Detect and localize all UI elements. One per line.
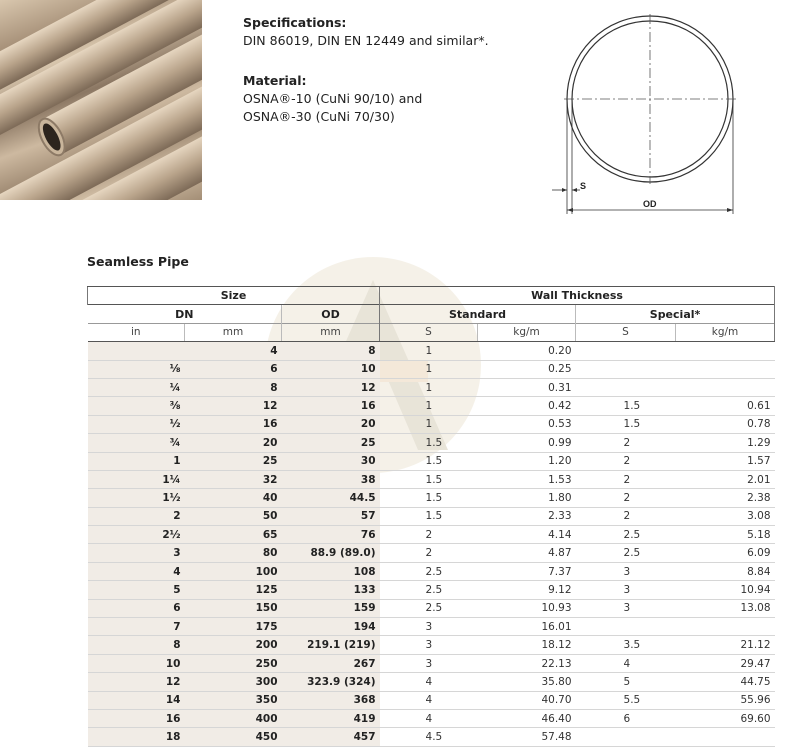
table-cell-kg: 10.93 [478, 599, 576, 617]
table-cell-skg [676, 378, 775, 396]
table-cell-mm: 8 [185, 378, 282, 396]
unit-in: in [88, 323, 185, 341]
table-row [88, 489, 775, 507]
table-cell-s: 2 [380, 544, 478, 562]
table-row [88, 526, 775, 544]
table-cell-od: 57 [282, 507, 380, 525]
table-cell-in: 14 [88, 691, 185, 709]
table-cell-in: 2 [88, 507, 185, 525]
table-cell-mm: 200 [185, 636, 282, 654]
table-cell-s: 2.5 [380, 581, 478, 599]
header-special: Special* [576, 305, 775, 323]
table-cell-s: 4 [380, 709, 478, 727]
specifications-heading: Specifications: [243, 15, 347, 30]
table-cell-kg: 0.53 [478, 415, 576, 433]
table-cell-od: 88.9 (89.0) [282, 544, 380, 562]
table-cell-mm: 100 [185, 562, 282, 580]
table-cell-s: 2 [380, 526, 478, 544]
table-cell-skg: 21.12 [676, 636, 775, 654]
table-cell-s: 4.5 [380, 728, 478, 746]
table-cell-skg: 44.75 [676, 673, 775, 691]
table-cell-ss: 5.5 [576, 691, 676, 709]
table-cell-kg: 0.25 [478, 360, 576, 378]
table-cell-ss: 2.5 [576, 526, 676, 544]
table-cell-ss: 2 [576, 470, 676, 488]
table-cell-skg: 0.61 [676, 397, 775, 415]
table-cell-mm: 20 [185, 434, 282, 452]
table-cell-od: 368 [282, 691, 380, 709]
table-cell-mm: 32 [185, 470, 282, 488]
table-cell-od: 419 [282, 709, 380, 727]
material-heading: Material: [243, 73, 307, 88]
table-cell-skg: 5.18 [676, 526, 775, 544]
table-cell-kg: 1.20 [478, 452, 576, 470]
material-line-1: OSNA®-10 (CuNi 90/10) and [243, 91, 423, 106]
table-row [88, 378, 775, 396]
table-cell-in: 16 [88, 709, 185, 727]
table-cell-kg: 4.87 [478, 544, 576, 562]
table-cell-ss [576, 360, 676, 378]
table-cell-in: 4 [88, 562, 185, 580]
table-cell-ss: 6 [576, 709, 676, 727]
table-cell-in: ⅜ [88, 397, 185, 415]
table-cell-ss: 2 [576, 452, 676, 470]
table-cell-s: 4 [380, 673, 478, 691]
table-cell-s: 3 [380, 636, 478, 654]
table-row [88, 507, 775, 525]
table-cell-in: 1¼ [88, 470, 185, 488]
table-cell-ss: 5 [576, 673, 676, 691]
table-row [88, 636, 775, 654]
table-cell-kg: 2.33 [478, 507, 576, 525]
table-cell-mm: 450 [185, 728, 282, 746]
table-row [88, 581, 775, 599]
table-cell-skg: 2.01 [676, 470, 775, 488]
table-cell-in: 2½ [88, 526, 185, 544]
table-cell-skg: 1.29 [676, 434, 775, 452]
table-cell-skg: 2.38 [676, 489, 775, 507]
table-cell-kg: 0.42 [478, 397, 576, 415]
table-cell-od: 159 [282, 599, 380, 617]
table-cell-in: ½ [88, 415, 185, 433]
table-row [88, 709, 775, 727]
unit-standard-kg: kg/m [478, 323, 576, 341]
table-cell-od: 16 [282, 397, 380, 415]
table-cell-od: 12 [282, 378, 380, 396]
table-cell-skg: 3.08 [676, 507, 775, 525]
table-cell-in: 3 [88, 544, 185, 562]
table-row [88, 562, 775, 580]
table-cell-kg: 9.12 [478, 581, 576, 599]
table-cell-in: 5 [88, 581, 185, 599]
table-cell-kg: 0.20 [478, 342, 576, 360]
table-cell-s: 2.5 [380, 562, 478, 580]
table-cell-ss: 3 [576, 581, 676, 599]
material-line-2: OSNA®-30 (CuNi 70/30) [243, 109, 395, 124]
table-cell-ss: 1.5 [576, 415, 676, 433]
table-cell-od: 20 [282, 415, 380, 433]
table-cell-skg: 13.08 [676, 599, 775, 617]
section-title: Seamless Pipe [87, 254, 189, 269]
table-cell-ss: 2 [576, 507, 676, 525]
table-row [88, 452, 775, 470]
table-cell-ss: 1.5 [576, 397, 676, 415]
table-row [88, 397, 775, 415]
table-cell-s: 1 [380, 397, 478, 415]
table-cell-mm: 6 [185, 360, 282, 378]
table-cell-kg: 0.31 [478, 378, 576, 396]
table-cell-ss: 2 [576, 489, 676, 507]
table-cell-kg: 1.53 [478, 470, 576, 488]
table-cell-in: 1½ [88, 489, 185, 507]
table-cell-ss [576, 378, 676, 396]
table-cell-s: 1 [380, 378, 478, 396]
unit-special-kg: kg/m [676, 323, 775, 341]
unit-dn-mm: mm [185, 323, 282, 341]
table-cell-od: 44.5 [282, 489, 380, 507]
table-cell-kg: 18.12 [478, 636, 576, 654]
table-cell-ss: 2 [576, 434, 676, 452]
table-row [88, 544, 775, 562]
table-cell-s: 3 [380, 654, 478, 672]
specifications-text: DIN 86019, DIN EN 12449 and similar*. [243, 33, 489, 48]
table-cell-ss: 4 [576, 654, 676, 672]
table-cell-in: 7 [88, 618, 185, 636]
table-cell-mm: 16 [185, 415, 282, 433]
seamless-pipe-table [87, 286, 775, 747]
table-cell-ss: 2.5 [576, 544, 676, 562]
table-cell-kg: 46.40 [478, 709, 576, 727]
table-cell-mm: 80 [185, 544, 282, 562]
table-cell-in: 1 [88, 452, 185, 470]
table-cell-od: 133 [282, 581, 380, 599]
table-cell-skg: 55.96 [676, 691, 775, 709]
table-row [88, 470, 775, 488]
table-cell-skg: 10.94 [676, 581, 775, 599]
table-cell-ss [576, 728, 676, 746]
table-cell-in: ⅛ [88, 360, 185, 378]
table-row [88, 360, 775, 378]
pipe-cross-section-diagram [550, 14, 740, 218]
table-cell-ss: 3 [576, 599, 676, 617]
table-cell-mm: 65 [185, 526, 282, 544]
table-cell-kg: 1.80 [478, 489, 576, 507]
table-cell-s: 1.5 [380, 452, 478, 470]
pipe-photo [0, 0, 202, 200]
table-cell-in: ¾ [88, 434, 185, 452]
table-row [88, 434, 775, 452]
header-size: Size [88, 287, 380, 305]
table-cell-skg [676, 728, 775, 746]
table-cell-kg: 35.80 [478, 673, 576, 691]
table-cell-kg: 16.01 [478, 618, 576, 636]
table-cell-in: 18 [88, 728, 185, 746]
unit-standard-s: S [380, 323, 478, 341]
table-cell-kg: 0.99 [478, 434, 576, 452]
table-cell-skg: 29.47 [676, 654, 775, 672]
table-cell-s: 1 [380, 342, 478, 360]
table-cell-s: 3 [380, 618, 478, 636]
table-cell-od: 30 [282, 452, 380, 470]
table-cell-ss [576, 342, 676, 360]
table-cell-in: 6 [88, 599, 185, 617]
table-cell-mm: 175 [185, 618, 282, 636]
table-cell-s: 1 [380, 415, 478, 433]
table-row [88, 599, 775, 617]
table-cell-mm: 40 [185, 489, 282, 507]
table-cell-mm: 4 [185, 342, 282, 360]
table-cell-od: 38 [282, 470, 380, 488]
table-cell-od: 76 [282, 526, 380, 544]
table-cell-ss [576, 618, 676, 636]
table-cell-mm: 125 [185, 581, 282, 599]
table-cell-skg: 8.84 [676, 562, 775, 580]
specifications-block [243, 14, 489, 126]
table-cell-in: 12 [88, 673, 185, 691]
table-cell-s: 2.5 [380, 599, 478, 617]
table-row [88, 618, 775, 636]
diagram-label-od: OD [643, 199, 657, 209]
header-standard: Standard [380, 305, 576, 323]
table-cell-od: 194 [282, 618, 380, 636]
header-od: OD [282, 305, 380, 323]
table-cell-mm: 12 [185, 397, 282, 415]
table-cell-od: 8 [282, 342, 380, 360]
table-cell-od: 25 [282, 434, 380, 452]
table-cell-ss: 3.5 [576, 636, 676, 654]
table-cell-s: 1 [380, 360, 478, 378]
table-cell-in: 10 [88, 654, 185, 672]
table-cell-mm: 50 [185, 507, 282, 525]
table-cell-s: 1.5 [380, 507, 478, 525]
pipe-photo-graphic [0, 0, 202, 200]
table-cell-in [88, 342, 185, 360]
table-cell-s: 1.5 [380, 489, 478, 507]
table-cell-in: 8 [88, 636, 185, 654]
unit-special-s: S [576, 323, 676, 341]
diagram-label-s: S [580, 181, 587, 191]
table-cell-skg: 6.09 [676, 544, 775, 562]
unit-od-mm: mm [282, 323, 380, 341]
table-row [88, 654, 775, 672]
table-cell-od: 267 [282, 654, 380, 672]
table-cell-ss: 3 [576, 562, 676, 580]
table-cell-s: 1.5 [380, 470, 478, 488]
table-cell-od: 323.9 (324) [282, 673, 380, 691]
table-cell-mm: 150 [185, 599, 282, 617]
table-row [88, 728, 775, 746]
table-cell-od: 10 [282, 360, 380, 378]
table-cell-od: 219.1 (219) [282, 636, 380, 654]
table-cell-mm: 250 [185, 654, 282, 672]
table-row [88, 673, 775, 691]
table-cell-kg: 40.70 [478, 691, 576, 709]
table-row [88, 342, 775, 360]
table-cell-od: 108 [282, 562, 380, 580]
table-cell-skg [676, 618, 775, 636]
table-cell-kg: 4.14 [478, 526, 576, 544]
table-cell-in: ¼ [88, 378, 185, 396]
table-cell-skg: 69.60 [676, 709, 775, 727]
table-cell-skg [676, 360, 775, 378]
table-cell-skg [676, 342, 775, 360]
table-row [88, 691, 775, 709]
header-wall-thickness: Wall Thickness [380, 287, 775, 305]
header-dn: DN [88, 305, 282, 323]
table-row [88, 415, 775, 433]
table-cell-kg: 57.48 [478, 728, 576, 746]
table-cell-skg: 1.57 [676, 452, 775, 470]
table-cell-mm: 25 [185, 452, 282, 470]
table-cell-od: 457 [282, 728, 380, 746]
table-cell-mm: 300 [185, 673, 282, 691]
table-cell-mm: 350 [185, 691, 282, 709]
table-cell-kg: 7.37 [478, 562, 576, 580]
table-cell-s: 1.5 [380, 434, 478, 452]
table-cell-mm: 400 [185, 709, 282, 727]
table-cell-skg: 0.78 [676, 415, 775, 433]
table-cell-kg: 22.13 [478, 654, 576, 672]
table-cell-s: 4 [380, 691, 478, 709]
